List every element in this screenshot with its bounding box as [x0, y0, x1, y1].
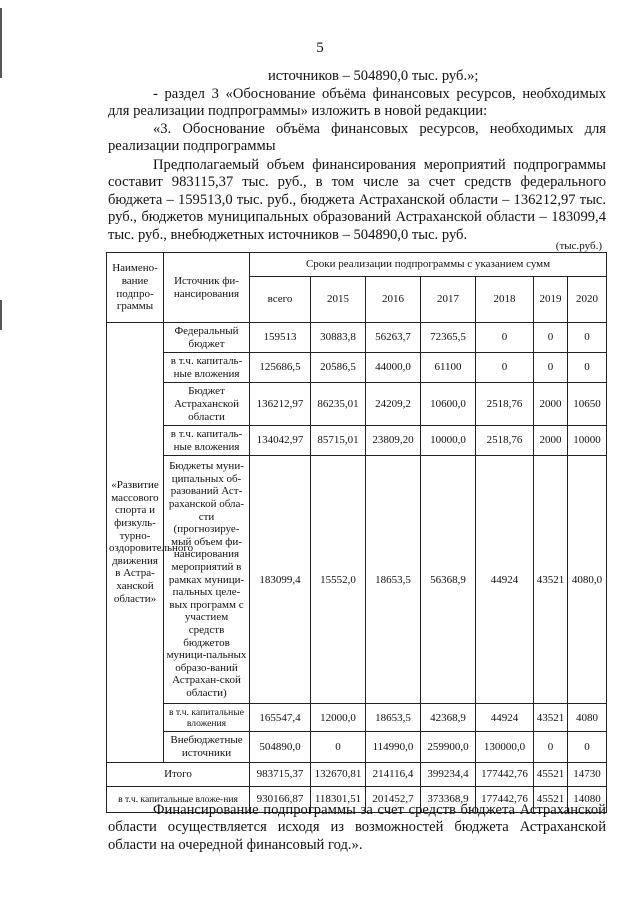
source-cell: Внебюджетные источники: [164, 732, 250, 762]
value-cell: 0: [311, 732, 366, 762]
header-year: 2016: [366, 277, 421, 323]
value-cell: 0: [568, 732, 607, 762]
source-cell: Бюджеты муни-ципальных об-разований Аст-раханской обла-сти (прогнозируе-мый объем фи-нансирования мероприятий в рамках муници-пальных целе-вых программ с участием средств бюджетов муници-пальных образо-ваний Астрахан-ской области): [164, 456, 250, 704]
header-year: 2017: [421, 277, 476, 323]
value-cell: 125686,5: [250, 353, 311, 383]
value-cell: 177442,76: [476, 786, 534, 812]
value-cell: 44000,0: [366, 353, 421, 383]
closing-paragraph: Финансирование подпрограммы за счет средств бюджета Астраханской области осуществляется исходя из возможностей бюджета Астраханской области на очередной финансовый год.».: [108, 802, 606, 853]
value-cell: 20586,5: [311, 353, 366, 383]
financing-table: [106, 252, 607, 813]
value-cell: 56368,9: [421, 456, 476, 704]
value-cell: 214116,4: [366, 762, 421, 786]
header-year: 2019: [534, 277, 568, 323]
total-row: [107, 762, 607, 786]
source-cell: Бюджет Астраханской области: [164, 383, 250, 426]
header-program-name: Наимено-вание подпро-граммы: [107, 253, 164, 323]
source-cell: в т.ч. капиталь-ные вложения: [164, 353, 250, 383]
value-cell: 504890,0: [250, 732, 311, 762]
value-cell: 15552,0: [311, 456, 366, 704]
value-cell: 0: [534, 732, 568, 762]
value-cell: 136212,97: [250, 383, 311, 426]
header-year: 2018: [476, 277, 534, 323]
source-cell: в т.ч. капиталь-ные вложения: [164, 426, 250, 456]
page-number: 5: [316, 40, 324, 56]
value-cell: 4080: [568, 704, 607, 732]
value-cell: 61100: [421, 353, 476, 383]
total-capital-label: в т.ч. капитальные вложе-ния: [107, 786, 250, 812]
value-cell: 10600,0: [421, 383, 476, 426]
value-cell: 86235,01: [311, 383, 366, 426]
value-cell: 44924: [476, 704, 534, 732]
value-cell: 2000: [534, 426, 568, 456]
table-row: [107, 426, 607, 456]
value-cell: 165547,4: [250, 704, 311, 732]
value-cell: 45521: [534, 786, 568, 812]
value-cell: 177442,76: [476, 762, 534, 786]
value-cell: 2000: [534, 383, 568, 426]
value-cell: 118301,51: [311, 786, 366, 812]
text-section-3-change: - раздел 3 «Обоснование объёма финансовых ресурсов, необходимых для реализации подпрограммы» изложить в новой редакции:: [108, 86, 606, 120]
value-cell: 4080,0: [568, 456, 607, 704]
value-cell: 10000,0: [421, 426, 476, 456]
scan-edge-marks: [0, 0, 3, 905]
value-cell: 43521: [534, 456, 568, 704]
value-cell: 159513: [250, 323, 311, 353]
funding-summary-paragraph: Предполагаемый объем финансирования мероприятий подпрограммы составит 983115,37 тыс. руб., в том числе за счет средств федерального бюджета – 159513,0 тыс. руб., бюджета Астраханской области – 136212,97 тыс. руб., бюджетов муниципальных образований Астраханской области – 183099,4 тыс. руб., внебюджетных источников – 504890,0 тыс. руб.: [108, 157, 606, 243]
value-cell: 43521: [534, 704, 568, 732]
value-cell: 10650: [568, 383, 607, 426]
value-cell: 24209,2: [366, 383, 421, 426]
value-cell: 373368,9: [421, 786, 476, 812]
value-cell: 930166,87: [250, 786, 311, 812]
value-cell: 14080: [568, 786, 607, 812]
value-cell: 0: [476, 353, 534, 383]
value-cell: 183099,4: [250, 456, 311, 704]
header-source: Источник фи-нансирования: [164, 253, 250, 323]
value-cell: 132670,81: [311, 762, 366, 786]
header-year: всего: [250, 277, 311, 323]
header-year: 2020: [568, 277, 607, 323]
value-cell: 85715,01: [311, 426, 366, 456]
total-label: Итого: [107, 762, 250, 786]
program-name-cell: «Развитие массового спорта и физкуль-турно-оздоровительного движения в Астра-ханской области»: [107, 323, 164, 763]
value-cell: 14730: [568, 762, 607, 786]
value-cell: 0: [568, 353, 607, 383]
units-label: (тыс.руб.): [555, 240, 602, 252]
value-cell: 0: [568, 323, 607, 353]
table-row: [107, 704, 607, 732]
text-line-sources: источников – 504890,0 тыс. руб.»;: [268, 68, 479, 84]
value-cell: 2518,76: [476, 383, 534, 426]
value-cell: 10000: [568, 426, 607, 456]
value-cell: 18653,5: [366, 704, 421, 732]
value-cell: 56263,7: [366, 323, 421, 353]
value-cell: 18653,5: [366, 456, 421, 704]
value-cell: 0: [534, 323, 568, 353]
value-cell: 12000,0: [311, 704, 366, 732]
value-cell: 983715,37: [250, 762, 311, 786]
header-terms: Сроки реализации подпрограммы с указанием сумм: [250, 253, 607, 277]
value-cell: 2518,76: [476, 426, 534, 456]
value-cell: 30883,8: [311, 323, 366, 353]
value-cell: 399234,4: [421, 762, 476, 786]
value-cell: 114990,0: [366, 732, 421, 762]
source-cell: Федеральный бюджет: [164, 323, 250, 353]
value-cell: 45521: [534, 762, 568, 786]
value-cell: 23809,20: [366, 426, 421, 456]
source-cell: в т.ч. капитальные вложения: [164, 704, 250, 732]
value-cell: 130000,0: [476, 732, 534, 762]
table-row: [107, 323, 607, 353]
value-cell: 0: [534, 353, 568, 383]
table-row: [107, 732, 607, 762]
value-cell: 201452,7: [366, 786, 421, 812]
value-cell: 259900,0: [421, 732, 476, 762]
header-year: 2015: [311, 277, 366, 323]
table-row: [107, 383, 607, 426]
value-cell: 72365,5: [421, 323, 476, 353]
value-cell: 42368,9: [421, 704, 476, 732]
table-row: [107, 353, 607, 383]
section-3-heading: «3. Обоснование объёма финансовых ресурсов, необходимых для реализации подпрограммы: [108, 121, 606, 155]
value-cell: 0: [476, 323, 534, 353]
value-cell: 134042,97: [250, 426, 311, 456]
value-cell: 44924: [476, 456, 534, 704]
table-row: [107, 456, 607, 704]
